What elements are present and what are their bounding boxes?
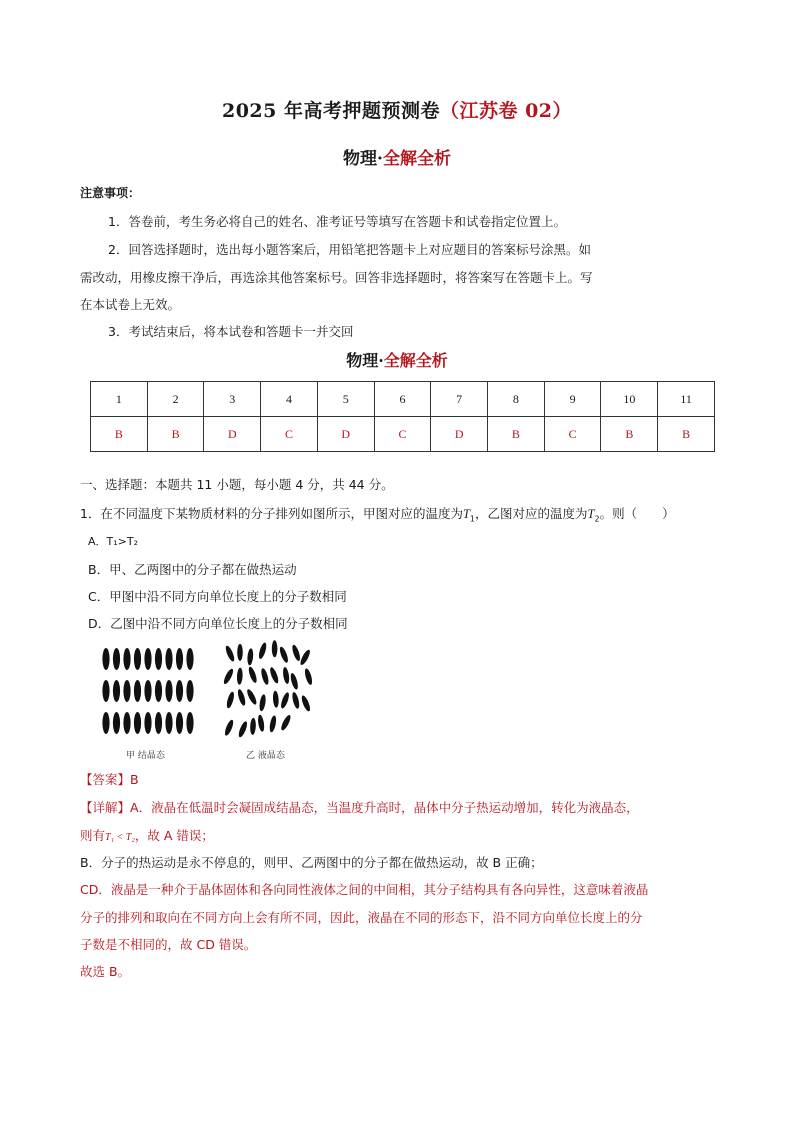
molecule-mark — [123, 648, 130, 670]
molecule-mark — [165, 712, 172, 734]
table-row — [91, 382, 715, 417]
section-title: 物理·全解全析 — [346, 351, 448, 370]
molecule-mark — [269, 666, 280, 684]
molecule-mark — [155, 680, 162, 702]
molecule-mark — [236, 688, 246, 706]
molecule-mark — [237, 720, 249, 738]
molecule-mark — [155, 712, 162, 734]
table-row — [91, 417, 715, 452]
molecule-mark — [291, 644, 302, 662]
molecule-mark — [113, 712, 120, 734]
table-cell: B — [488, 417, 545, 452]
table-cell: 10 — [601, 382, 658, 417]
table-cell: B — [147, 417, 204, 452]
molecule-mark — [134, 712, 141, 734]
question-stem: 1．在不同温度下某物质材料的分子排列如图所示，甲图对应的温度为$T_1$，乙图对应的温度为$T_2$。则（ ） — [80, 506, 675, 524]
molecule-mark — [144, 680, 151, 702]
answer-table — [90, 381, 715, 452]
molecule-mark — [165, 648, 172, 670]
molecule-mark — [102, 712, 109, 734]
molecule-mark — [144, 712, 151, 734]
table-cell: 3 — [204, 382, 261, 417]
molecule-mark — [237, 644, 243, 661]
molecule-mark — [245, 688, 258, 706]
page-title: 2025 年高考押题预测卷（江苏卷 02） — [221, 100, 573, 122]
notice-line: 3．考试结束后，将本试卷和答题卡一并交回 — [108, 324, 354, 339]
molecule-mark — [176, 712, 183, 734]
molecule-mark — [247, 666, 258, 684]
answer-line: 【答案】B — [80, 772, 139, 787]
molecule-mark — [291, 691, 301, 709]
molecule-mark — [155, 648, 162, 670]
liquid-crystal-figure — [222, 640, 314, 740]
molecule-mark — [222, 668, 235, 686]
table-cell: 9 — [544, 382, 601, 417]
option-c: C．甲图中沿不同方向单位长度上的分子数相同 — [88, 589, 347, 604]
table-cell: B — [658, 417, 715, 452]
molecule-mark — [123, 680, 130, 702]
molecule-mark — [272, 640, 278, 657]
table-cell: D — [204, 417, 261, 452]
table-cell: 4 — [261, 382, 318, 417]
table-cell: 8 — [488, 382, 545, 417]
table-cell: 2 — [147, 382, 204, 417]
molecule-mark — [282, 667, 290, 685]
table-cell: C — [261, 417, 318, 452]
figure-label-right: 乙 液晶态 — [246, 751, 285, 761]
notice-line: 在本试卷上无效。 — [80, 297, 181, 312]
molecule-mark — [289, 672, 299, 690]
molecule-mark — [225, 691, 235, 709]
molecule-mark — [102, 648, 109, 670]
molecule-mark — [113, 648, 120, 670]
part-heading: 一、选择题：本题共 11 小题，每小题 4 分，共 44 分。 — [80, 477, 394, 492]
molecule-mark — [260, 668, 270, 686]
molecule-mark — [144, 648, 151, 670]
molecule-mark — [278, 646, 289, 664]
table-cell: C — [544, 417, 601, 452]
molecule-mark — [224, 645, 236, 663]
molecule-mark — [237, 668, 243, 685]
notice-line: 需改动，用橡皮擦干净后，再选涂其他答案标号。回答非选择题时，将答案写在答题卡上。写 — [80, 270, 593, 285]
table-cell: D — [317, 417, 374, 452]
molecule-mark — [102, 680, 109, 702]
molecule-mark — [123, 712, 130, 734]
detail-line: 【详解】A．液晶在低温时会凝固成结晶态，当温度升高时，晶体中分子热运动增加，转化为液晶态， — [80, 800, 639, 815]
molecule-mark — [300, 694, 312, 712]
molecule-mark — [279, 691, 290, 709]
molecule-mark — [280, 714, 293, 732]
molecule-mark — [134, 648, 141, 670]
molecule-mark — [186, 680, 193, 702]
molecule-mark — [272, 691, 279, 708]
molecule-mark — [257, 642, 267, 660]
crystal-state-figure — [100, 645, 200, 740]
molecule-mark — [113, 680, 120, 702]
molecule-mark — [259, 694, 267, 712]
molecule-mark — [176, 680, 183, 702]
option-b: B．甲、乙两图中的分子都在做热运动 — [88, 562, 297, 577]
table-cell: 1 — [91, 382, 148, 417]
table-cell: B — [601, 417, 658, 452]
table-cell: 11 — [658, 382, 715, 417]
molecule-mark — [257, 714, 265, 732]
detail-line: 子数是不相同的，故 CD 错误。 — [80, 937, 257, 952]
option-d: D．乙图中沿不同方向单位长度上的分子数相同 — [88, 616, 348, 631]
molecule-mark — [134, 680, 141, 702]
molecule-mark — [186, 712, 193, 734]
molecule-mark — [303, 668, 313, 686]
molecule-mark — [250, 718, 256, 735]
page-subtitle: 物理·全解全析 — [343, 149, 451, 169]
molecule-mark — [223, 719, 235, 737]
table-cell: 7 — [431, 382, 488, 417]
table-cell: 5 — [317, 382, 374, 417]
table-cell: 6 — [374, 382, 431, 417]
molecule-mark — [299, 649, 312, 667]
molecule-mark — [269, 715, 278, 733]
notice-line: 2．回答选择题时，选出每小题答案后，用铅笔把答题卡上对应题目的答案标号涂黑。如 — [108, 242, 591, 257]
detail-line: 故选 B。 — [80, 964, 131, 979]
notice-heading: 注意事项： — [80, 186, 141, 200]
table-cell: B — [91, 417, 148, 452]
detail-line: 则有T₁ < T₂，故 A 错误； — [80, 828, 214, 843]
table-cell: D — [431, 417, 488, 452]
detail-line: CD．液晶是一种介于晶体固体和各向同性液体之间的中间相，其分子结构具有各向异性，这意味着液晶 — [80, 882, 649, 897]
notice-line: 1．答卷前，考生务必将自己的姓名、准考证号等填写在答题卡和试卷指定位置上。 — [108, 214, 566, 229]
molecule-mark — [186, 648, 193, 670]
molecule-mark — [247, 648, 254, 665]
detail-line: 分子的排列和取向在不同方向上会有所不同，因此，液晶在不同的形态下，沿不同方向单位长度上的分 — [80, 910, 643, 925]
table-cell: C — [374, 417, 431, 452]
option-a: A．T₁>T₂ — [88, 535, 138, 548]
molecule-mark — [176, 648, 183, 670]
figure-label-left: 甲 结晶态 — [126, 751, 165, 761]
molecule-mark — [165, 680, 172, 702]
detail-line: B．分子的热运动是永不停息的，则甲、乙两图中的分子都在做热运动，故 B 正确； — [80, 855, 543, 870]
